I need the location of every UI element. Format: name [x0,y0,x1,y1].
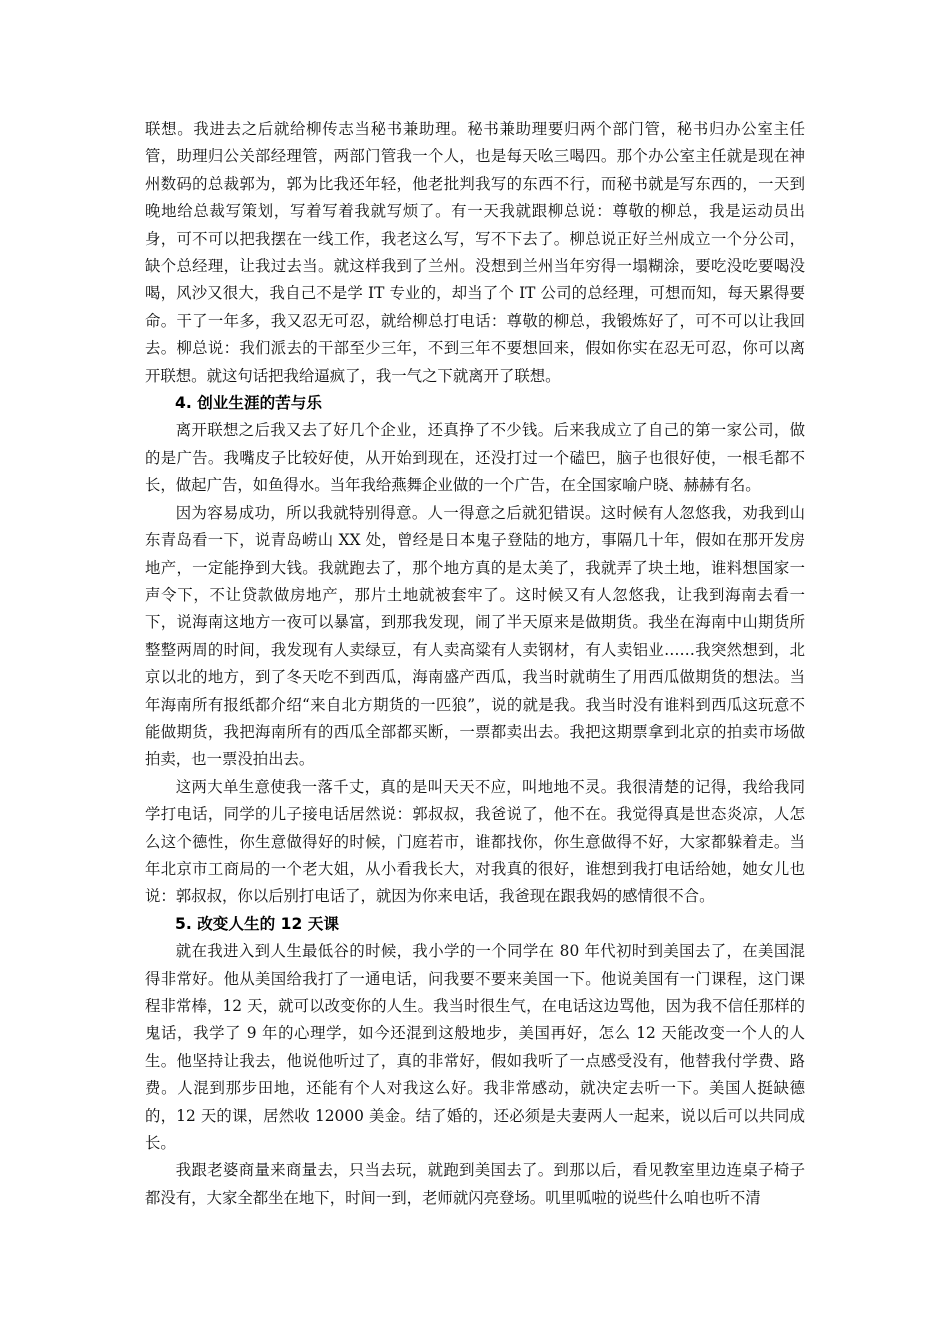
paragraph-downfall: 这两大单生意使我一落千丈，真的是叫天天不应，叫地地不灵。我很清楚的记得，我给我同学打电话，同学的儿子接电话居然说：郭叔叔，我爸说了，他不在。我觉得真是世态炎凉，人怎么这个德性，你生意做得好的时候，门庭若市，谁都找你，你生意做得不好，大家都躲着走。当年北京市工商局的一个老大姐，从小看我长大，对我真的很好，谁想到我打电话给她，她女儿也说：郭叔叔，你以后别打电话了，就因为你来电话，我爸现在跟我妈的感情很不合。 [145,777,805,906]
paragraph-advertising-company: 离开联想之后我又去了好几个企业，还真挣了不少钱。后来我成立了自己的第一家公司，做的是广告。我嘴皮子比较好使，从开始到现在，还没打过一个磕巴，脑子也很好使，一根毛都不长，做起广告，如鱼得水。当年我给燕舞企业做的一个广告，在全国家喻户晓、赫赫有名。 [145,421,805,495]
document-page [145,116,805,1212]
paragraph-leaving-legend: 联想。我进去之后就给柳传志当秘书兼助理。秘书兼助理要归两个部门管，秘书归办公室主任管，助理归公关部经理管，两部门管我一个人，也是每天吆三喝四。那个办公室主任就是现在神州数码的总裁郭为，郭为比我还年轻，他老批判我写的东西不行，而秘书就是写东西的，一天到晚地给总裁写策划，写着写着我就写烦了。有一天我就跟柳总说：尊敬的柳总，我是运动员出身，可不可以把我摆在一线工作，我老这么写，写不下去了。柳总说正好兰州成立一个分公司，缺个总经理，让我过去当。就这样我到了兰州。没想到兰州当年穷得一塌糊涂，要吃没吃要喝没喝，风沙又很大，我自己不是学 IT 专业的，却当了个 IT 公司的总经理，可想而知，每天累得要命。干了一年多，我又忍无可忍，就给柳总打电话：尊敬的柳总，我锻炼好了，可不可以让我回去。柳总说：我们派去的干部至少三年，不到三年不要想回来，假如你实在忍无可忍，你可以离开联想。就这句话把我给逼疯了，我一气之下就离开了联想。 [145,120,805,385]
section-heading-5: 5. 改变人生的 12 天课 [175,914,339,933]
section-heading-4: 4. 创业生涯的苦与乐 [175,394,322,413]
paragraph-going-to-america: 我跟老婆商量来商量去，只当去玩，就跑到美国去了。到那以后，看见教室里边连桌子椅子都没有，大家全都坐在地下，时间一到，老师就闪亮登场。叽里呱啦的说些什么咱也听不清 [145,1161,805,1207]
paragraph-real-estate-and-futures: 因为容易成功，所以我就特别得意。人一得意之后就犯错误。这时候有人忽悠我，劝我到山东青岛看一下，说青岛崂山 XX 处，曾经是日本鬼子登陆的地方，事隔几十年，假如在那开发房地产，一定能挣到大钱。我就跑去了，那个地方真的是太美了，我就弄了块土地，谁料想国家一声令下，不让贷款做房地产，那片土地就被套牢了。这时候又有人忽悠我，让我到海南去看一下，说海南这地方一夜可以暴富，到那我发现，闹了半天原来是做期货。我坐在海南中山期货所整整两周的时间，我发现有人卖绿豆，有人卖高粱有人卖钢材，有人卖铝业……我突然想到，北京以北的地方，到了冬天吃不到西瓜，海南盛产西瓜，我当时就萌生了用西瓜做期货的想法。当年海南所有报纸都介绍“来自北方期货的一匹狼”，说的就是我。我当时没有谁料到西瓜这玩意不能做期货，我把海南所有的西瓜全部都买断，一票都卖出去。我把这期票拿到北京的拍卖市场做拍卖，也一票没拍出去。 [145,503,805,769]
paragraph-twelve-day-course: 就在我进入到人生最低谷的时候，我小学的一个同学在 80 年代初时到美国去了，在美国混得非常好。他从美国给我打了一通电话，问我要不要来美国一下。他说美国有一门课程，这门课程非常棒，12 天，就可以改变你的人生。我当时很生气，在电话这边骂他，因为我不信任那样的鬼话，我学了 9 年的心理学，如今还混到这般地步，美国再好，怎么 12 天能改变一个人的人生。他坚持让我去，他说他听过了，真的非常好，假如我听了一点感受没有，他替我付学费、路费。人混到那步田地，还能有个人对我这么好。我非常感动，就决定去听一下。美国人挺缺德的，12 天的课，居然收 12000 美金。结了婚的，还必须是夫妻两人一起来，说以后可以共同成长。 [145,942,805,1153]
